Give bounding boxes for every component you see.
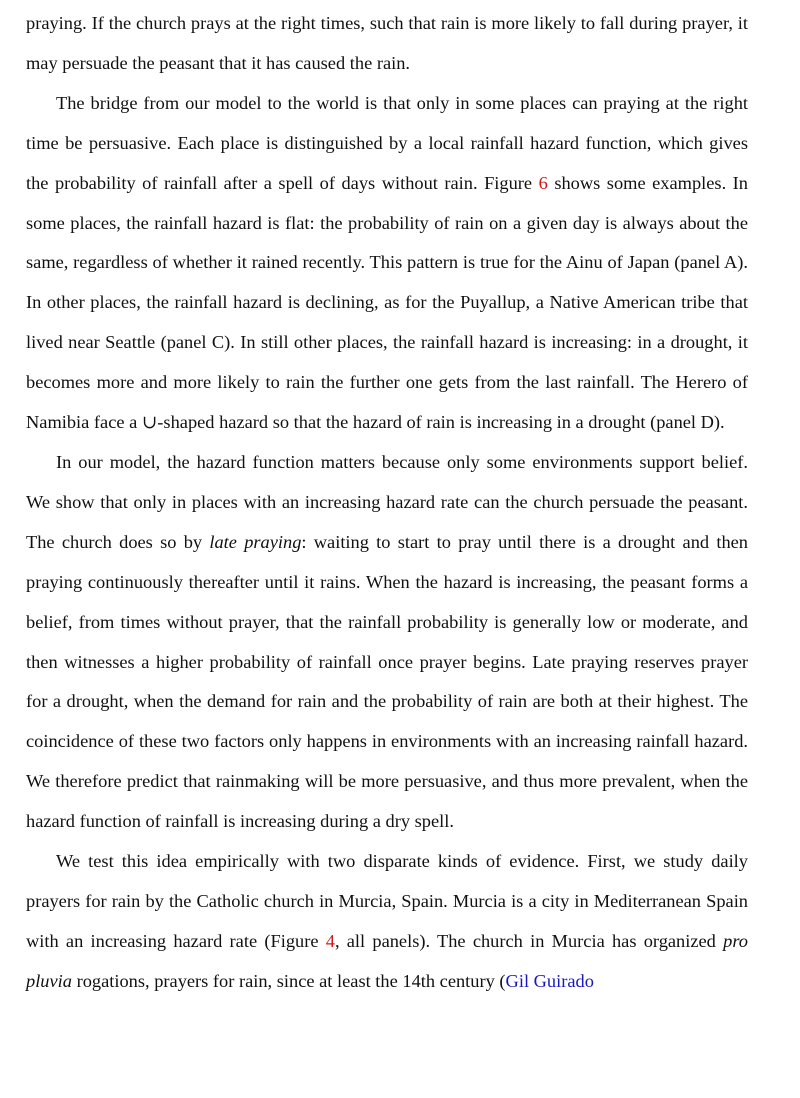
paragraph-model-hazard: [26, 443, 748, 842]
text-run: We test this idea empirically with two disparate kinds of evidence. First, we study daily prayers for rain by the Catholic church in Murcia, Spain. Murcia is a city in Mediterranean Spain with an increasing hazard rate (Figure: [26, 851, 748, 951]
figure-reference-link[interactable]: 6: [538, 172, 548, 193]
paragraph-intro: [26, 4, 748, 84]
text-run: praying. If the church prays at the right times, such that rain is more likely to fall during prayer, it may persuade the peasant that it has caused the rain.: [26, 13, 748, 73]
emphasis-text: late praying: [209, 531, 302, 552]
paragraph-empirical-test: [26, 842, 748, 1002]
citation-link[interactable]: Gil Guirado: [505, 970, 594, 991]
text-run: The bridge from our model to the world is that only in some places can praying at the right time be persuasive. Each place is distinguished by a local rainfall hazard function, which gives the probability of rainfall after a spell of days without rain. Figure: [26, 92, 748, 193]
text-run: shows some examples. In some places, the rainfall hazard is flat: the probability of rain on a given day is always about the same, regardless of whether it rained recently. This pattern is true for the Ainu of Japan (panel A). In other places, the rainfall hazard is declining, as for the Puyallup, a Native American tribe that lived near Seattle (panel C). In still other places, the rainfall hazard is increasing: in a drought, it becomes more and more likely to rain the further one gets from the last rainfall. The Herero of Namibia face a ∪-shaped hazard so that the hazard of rain is increasing in a drought (panel D).: [26, 172, 748, 433]
figure-reference-link[interactable]: 4: [325, 930, 335, 951]
emphasis-text: pro pluvia: [26, 930, 748, 991]
text-run: : waiting to start to pray until there is a drought and then praying continuously thereafter until it rains. When the hazard is increasing, the peasant forms a belief, from times without prayer, that the rainfall probability is generally low or moderate, and then witnesses a higher probability of rainfall once prayer begins. Late praying reserves prayer for a drought, when the demand for rain and the probability of rain are both at their highest. The coincidence of these two factors only happens in environments with an increasing rainfall hazard. We therefore predict that rainmaking will be more persuasive, and thus more prevalent, when the hazard function of rainfall is increasing during a dry spell.: [26, 531, 748, 832]
paragraph-hazard-bridge: [26, 84, 748, 443]
text-run: , all panels). The church in Murcia has organized: [334, 930, 724, 951]
text-run: In our model, the hazard function matters because only some environments support belief. We show that only in places with an increasing hazard rate can the church persuade the peasant. The church does so by: [26, 451, 748, 552]
text-run: rogations, prayers for rain, since at least the 14th century (: [71, 970, 506, 991]
